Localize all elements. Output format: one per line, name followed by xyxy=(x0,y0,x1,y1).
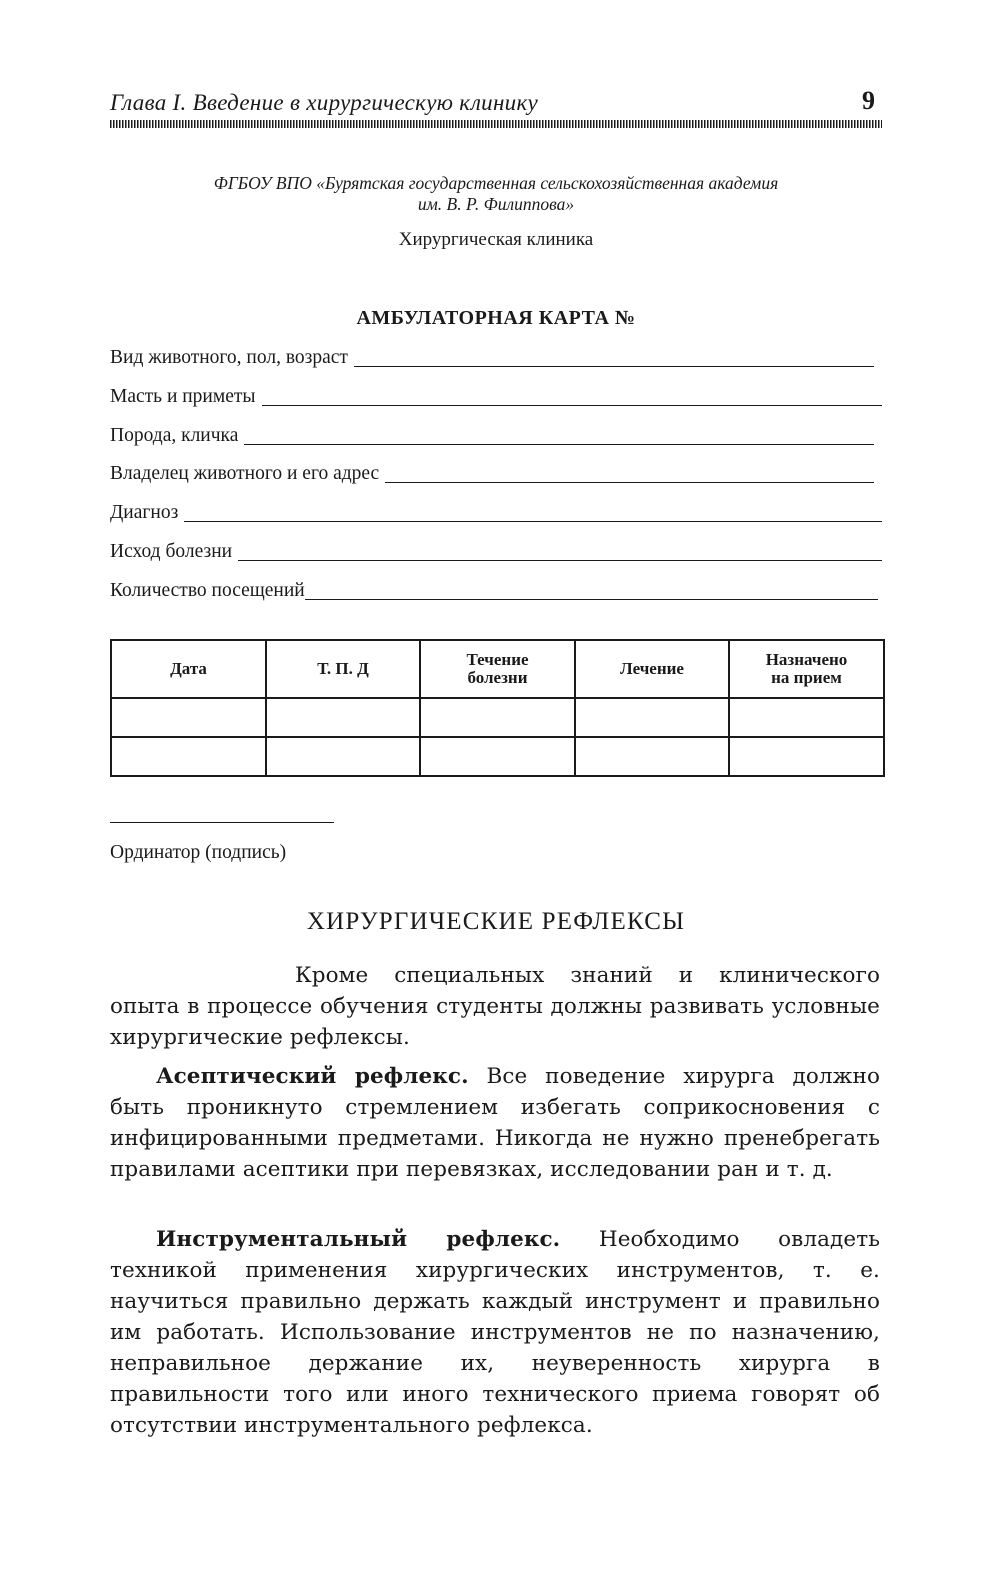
clinic-name: Хирургическая клиника xyxy=(398,229,594,250)
blank-line xyxy=(244,444,874,445)
col-header-treatment: Лечение xyxy=(575,640,729,698)
table-row xyxy=(111,698,884,737)
blank-line xyxy=(238,560,882,561)
field-label: Исход болезни xyxy=(110,541,233,562)
term-instrumental: Инструментальный рефлекс. xyxy=(156,1227,561,1252)
field-label: Диагноз xyxy=(110,502,179,523)
blank-line xyxy=(262,405,883,406)
table-row xyxy=(111,737,884,776)
blank-line xyxy=(184,521,882,522)
field-color-marks xyxy=(110,384,882,408)
table-header-row xyxy=(111,640,884,698)
col-header-appointment: Назначено на прием xyxy=(729,640,884,698)
institution-name xyxy=(110,173,882,215)
field-animal-info xyxy=(110,345,874,369)
paragraph-intro: Кроме специальных знаний и клинического опыта в процессе обучения студенты должны развивать условные хирургические рефлексы. xyxy=(110,963,880,1050)
table-cell xyxy=(575,698,729,737)
paragraph-aseptic xyxy=(110,1061,880,1185)
paragraph-aseptic-text: Все поведение хирурга должно быть проникнуто стремлением избегать соприкосновения с инфицированными предметами. Никогда не нужно пренебрегать правилами асептики при перевязках, исследовании ран и т. д. xyxy=(110,1064,880,1182)
field-label: Вид животного, пол, возраст xyxy=(110,347,348,368)
blank-line xyxy=(354,366,874,367)
table-cell xyxy=(729,698,884,737)
institution-line-2: им. В. Р. Филиппова» xyxy=(417,194,575,214)
col-header-course: Течение болезни xyxy=(420,640,575,698)
field-label: Масть и приметы xyxy=(110,386,256,407)
blank-line xyxy=(305,599,878,600)
header-rule xyxy=(110,120,882,128)
field-diagnosis xyxy=(110,500,882,524)
field-visit-count xyxy=(110,578,878,602)
field-label: Владелец животного и его адрес xyxy=(110,463,380,484)
visits-table xyxy=(110,639,885,777)
table-cell xyxy=(266,737,420,776)
table-cell xyxy=(729,737,884,776)
field-label: Количество посещений xyxy=(110,580,305,601)
blank-line xyxy=(385,482,874,483)
chapter-header: Глава I. Введение в хирургическую клинику xyxy=(110,90,539,115)
card-title: АМБУЛАТОРНАЯ КАРТА № xyxy=(356,307,636,329)
field-breed-name xyxy=(110,423,874,447)
table-cell xyxy=(111,698,266,737)
field-outcome xyxy=(110,539,882,563)
institution-line-1: ФГБОУ ВПО «Бурятская государственная сельскохозяйственная академия xyxy=(213,173,779,193)
table-cell xyxy=(420,737,575,776)
table-cell xyxy=(266,698,420,737)
field-label: Порода, кличка xyxy=(110,425,239,446)
page-number: 9 xyxy=(862,86,875,115)
paragraph-instrumental-text: Необходимо овладеть техникой применения хирургических инструментов, т. е. научиться правильно держать каждый инструмент и правильно им работать. Использование инструментов не по назначению, неправильное держание их, неуверенность хирурга в правильности того или иного технического приема говорят об отсутствии инструментального рефлекса. xyxy=(110,1227,881,1438)
field-owner-address xyxy=(110,461,874,485)
table-cell xyxy=(420,698,575,737)
term-aseptic: Асептический рефлекс. xyxy=(156,1064,469,1089)
signature-line xyxy=(110,822,334,823)
col-header-date: Дата xyxy=(111,640,266,698)
table-cell xyxy=(575,737,729,776)
table-cell xyxy=(111,737,266,776)
col-header-tpd: Т. П. Д xyxy=(266,640,420,698)
paragraph-instrumental xyxy=(110,1224,880,1441)
section-title: ХИРУРГИЧЕСКИЕ РЕФЛЕКСЫ xyxy=(306,908,686,935)
signature-label: Ординатор (подпись) xyxy=(110,842,287,863)
